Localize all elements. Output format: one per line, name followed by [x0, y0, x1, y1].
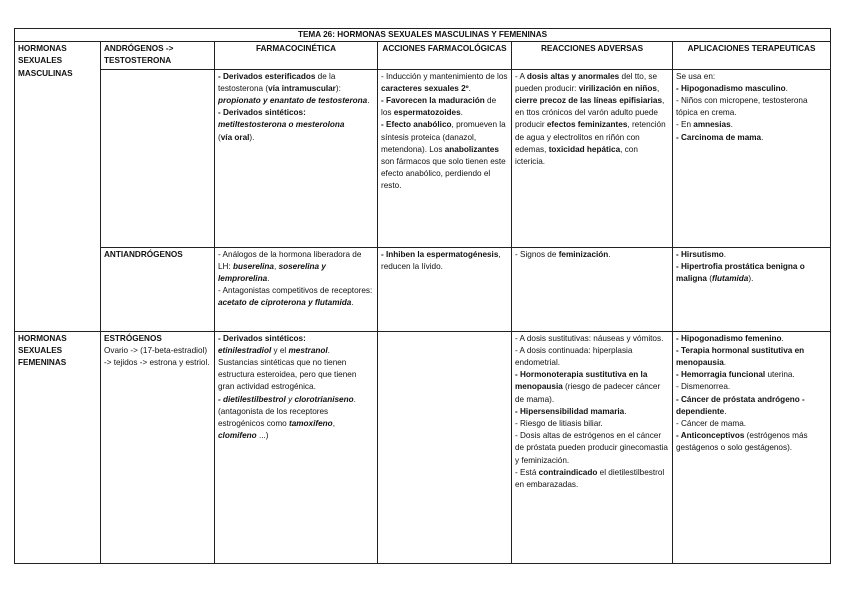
therapeutic-text: - Cáncer de próstata andrógeno -dependiente [676, 394, 805, 416]
pk-text: Sustancias sintéticas que no tienen estructura esteroidea, pero que tienen gran actividad estrogénica. [218, 358, 357, 392]
adverse-text: , [657, 83, 660, 93]
pk-text: . (antagonista de los receptores estrogénicos como [218, 394, 356, 429]
pk-text: clomifeno [218, 431, 257, 441]
pk-text: , [274, 261, 279, 271]
pk-text: - Derivados sintéticos: [218, 108, 306, 118]
adverse-text: - Riesgo de litiasis biliar. [515, 419, 603, 429]
hormones-table [14, 28, 831, 564]
pk-text: de la testosterona ( [218, 71, 336, 93]
actions-text: anabolizantes [444, 144, 499, 154]
estrogens-therapeutic-cell [673, 331, 831, 563]
therapeutic-text: flutamida [711, 274, 749, 284]
pk-text: - Derivados sintéticos: [218, 333, 306, 343]
adverse-text: virilización en niños [578, 83, 657, 93]
pk-text: . [367, 96, 370, 106]
header-actions: ACCIONES FARMACOLÓGICAS [378, 42, 512, 69]
pk-text: - Antagonistas competitivos de receptores: [218, 286, 373, 296]
therapeutic-text: - Niños con micropene, testosterona tópica en crema. [676, 96, 808, 118]
actions-text: caracteres sexuales 2º [381, 83, 469, 93]
androgens-actions-cell [378, 69, 512, 247]
pk-text: metiltestosterona o mesterolona [218, 120, 345, 130]
pk-text: soserelina y lemprorelina [218, 261, 326, 284]
adverse-text: toxicidad hepática [548, 144, 621, 154]
pk-text: etinilestradiol [218, 345, 272, 355]
therapeutic-text: ( [706, 274, 712, 284]
pk-text: clorotrianiseno [294, 394, 354, 404]
adverse-text: - Dosis altas de estrógenos en el cáncer de próstata pueden producir ginecomastia y feminización. [515, 431, 668, 465]
adverse-text: , retención de agua y electrolitos en riñón con edemas, [515, 120, 666, 154]
actions-text: . [460, 108, 463, 118]
group-female: HORMONAS SEXUALES FEMENINAS [15, 331, 101, 563]
adverse-text: el dietilestilbestrol en embarazadas. [515, 467, 665, 490]
therapeutic-text: - Anticonceptivos [676, 431, 745, 441]
androgens-row [15, 69, 831, 247]
adverse-text: feminización [558, 249, 609, 259]
pk-text: tamoxifeno [289, 419, 333, 429]
adverse-text: contraindicado [538, 467, 598, 477]
adverse-text: - Hormonoterapia sustitutiva en la menopausia [515, 370, 648, 392]
therapeutic-text: - Hemorragia funcional [676, 370, 766, 380]
header-therapeutic: APLICACIONES TERAPEUTICAS [673, 42, 831, 69]
actions-text: - Inhiben la espermatogénesis [381, 249, 499, 259]
pk-text: . [267, 274, 270, 284]
pk-text: y [285, 394, 295, 404]
header-androgens: ANDRÓGENOS -> TESTOSTERONA [101, 42, 215, 69]
pk-text: ( [218, 132, 221, 142]
pk-text: vía oral [220, 132, 250, 142]
header-adverse: REACCIONES ADVERSAS [512, 42, 673, 69]
therapeutic-text: . [785, 83, 788, 93]
pk-text: - dietilestilbestrol [218, 394, 286, 404]
therapeutic-text: - Hipogonadismo femenino [676, 333, 782, 343]
adverse-text: dosis altas y anormales [526, 71, 620, 81]
adverse-text: - A [515, 71, 527, 81]
androgens-pk-cell [215, 69, 378, 247]
therapeutic-text: . [761, 132, 764, 142]
adverse-text: - A dosis continuada: hiperplasia endometrial. [515, 345, 633, 368]
actions-text: , reducen la lívido. [381, 249, 501, 271]
pk-text: propionato y enantato de testosterona [218, 96, 368, 106]
actions-text: son fármacos que solo tienen este efecto anabólico, perdiendo el resto. [381, 157, 506, 191]
therapeutic-text: - Terapia hormonal sustitutiva en menopausia [676, 345, 805, 368]
group-male: HORMONAS SEXUALES MASCULINAS [15, 42, 101, 331]
adverse-text: efectos feminizantes [546, 120, 628, 130]
pk-text: - Derivados esterificados [218, 71, 316, 81]
actions-text: - Favorecen la maduración [381, 96, 485, 106]
androgens-adverse-cell [512, 69, 673, 247]
antiandrogens-pk-cell [215, 247, 378, 331]
actions-text: - Efecto anabólico [381, 120, 452, 130]
pk-text: buserelina [233, 261, 274, 271]
antiandrogens-name: ANTIANDRÓGENOS [101, 247, 215, 331]
adverse-text: , en ttos crónicos del varón adulto puede producir [515, 96, 665, 130]
actions-text: espermatozoides [393, 108, 461, 118]
adverse-text: . [608, 249, 611, 259]
actions-text: , promueven la síntesis proteica (danazol, metendona). Los [381, 120, 506, 154]
adverse-text: del tto, se pueden producir: [515, 71, 658, 93]
therapeutic-text: - Carcinoma de mama [676, 132, 762, 142]
pk-text: vía intramuscular [268, 83, 336, 93]
header-pharmacokinetics: FARMACOCINÉTICA [215, 42, 378, 69]
antiandrogens-actions-cell [378, 247, 512, 331]
antiandrogens-row [15, 247, 831, 331]
table-title: TEMA 26: HORMONAS SEXUALES MASCULINAS Y FEMENINAS [15, 29, 831, 42]
pk-text: ). [249, 132, 255, 142]
pk-text: , [332, 419, 335, 429]
title-row [15, 29, 831, 42]
therapeutic-text: (estrógenos más gestágenos o solo gestágenos). [676, 431, 808, 453]
actions-text: - Inducción y mantenimiento de los [381, 71, 508, 81]
pk-text: mestranol [288, 345, 328, 355]
adverse-text: , con ictericia. [515, 144, 638, 167]
adverse-text: - Hipersensibilidad mamaria [515, 406, 625, 416]
adverse-text: cierre precoz de las líneas epifisiarias [515, 96, 662, 106]
pk-text: ...) [256, 431, 269, 441]
pk-text: . [351, 298, 354, 308]
therapeutic-text: - Hipertrofia prostática benigna o maligna [676, 261, 805, 284]
therapeutic-text: Se usa en: [676, 71, 716, 81]
adverse-text: - Está [515, 467, 539, 477]
pk-text: . [327, 345, 330, 355]
adverse-text: (riesgo de padecer cáncer de mama). [515, 382, 661, 404]
androgens-empty-cell [101, 69, 215, 247]
adverse-text: . [624, 406, 627, 416]
therapeutic-text: . [730, 120, 733, 130]
antiandrogens-adverse-cell [512, 247, 673, 331]
therapeutic-text: ). [748, 274, 754, 284]
antiandrogens-therapeutic-cell [673, 247, 831, 331]
estrogens-name-cell [101, 331, 215, 563]
therapeutic-text: - Hirsutismo [676, 249, 724, 259]
therapeutic-text: - Cáncer de mama. [676, 419, 747, 429]
therapeutic-text: - En [676, 120, 694, 130]
therapeutic-text: . [723, 358, 727, 368]
adverse-text: - A dosis sustitutivas: náuseas y vómitos. [515, 333, 664, 343]
header-row [15, 42, 831, 69]
pk-text: acetato de ciproterona y flutamida [218, 298, 352, 308]
estrogens-desc: Ovario -> (17-beta-estradiol) -> tejidos -> estrona y estriol. [104, 345, 210, 368]
estrogens-row [15, 331, 831, 563]
document-page [14, 28, 830, 564]
therapeutic-text: - Dismenorrea. [676, 382, 731, 392]
estrogens-actions-cell [378, 331, 512, 563]
therapeutic-text: uterina. [765, 370, 795, 380]
estrogens-name: ESTRÓGENOS [104, 333, 162, 343]
therapeutic-text: - Hipogonadismo masculino [676, 83, 786, 93]
androgens-therapeutic-cell [673, 69, 831, 247]
therapeutic-text: . [781, 333, 784, 343]
pk-text: y el [271, 345, 289, 355]
estrogens-pk-cell [215, 331, 378, 563]
therapeutic-text: . [724, 406, 727, 416]
adverse-text: - Signos de [515, 249, 559, 259]
actions-text: . [468, 83, 471, 93]
therapeutic-text: amnesias [693, 120, 731, 130]
actions-text: de los [381, 96, 497, 118]
estrogens-adverse-cell [512, 331, 673, 563]
pk-text: - Análogos de la hormona liberadora de LH: [218, 249, 362, 271]
therapeutic-text: . [723, 249, 727, 259]
pk-text: ): [335, 83, 341, 93]
